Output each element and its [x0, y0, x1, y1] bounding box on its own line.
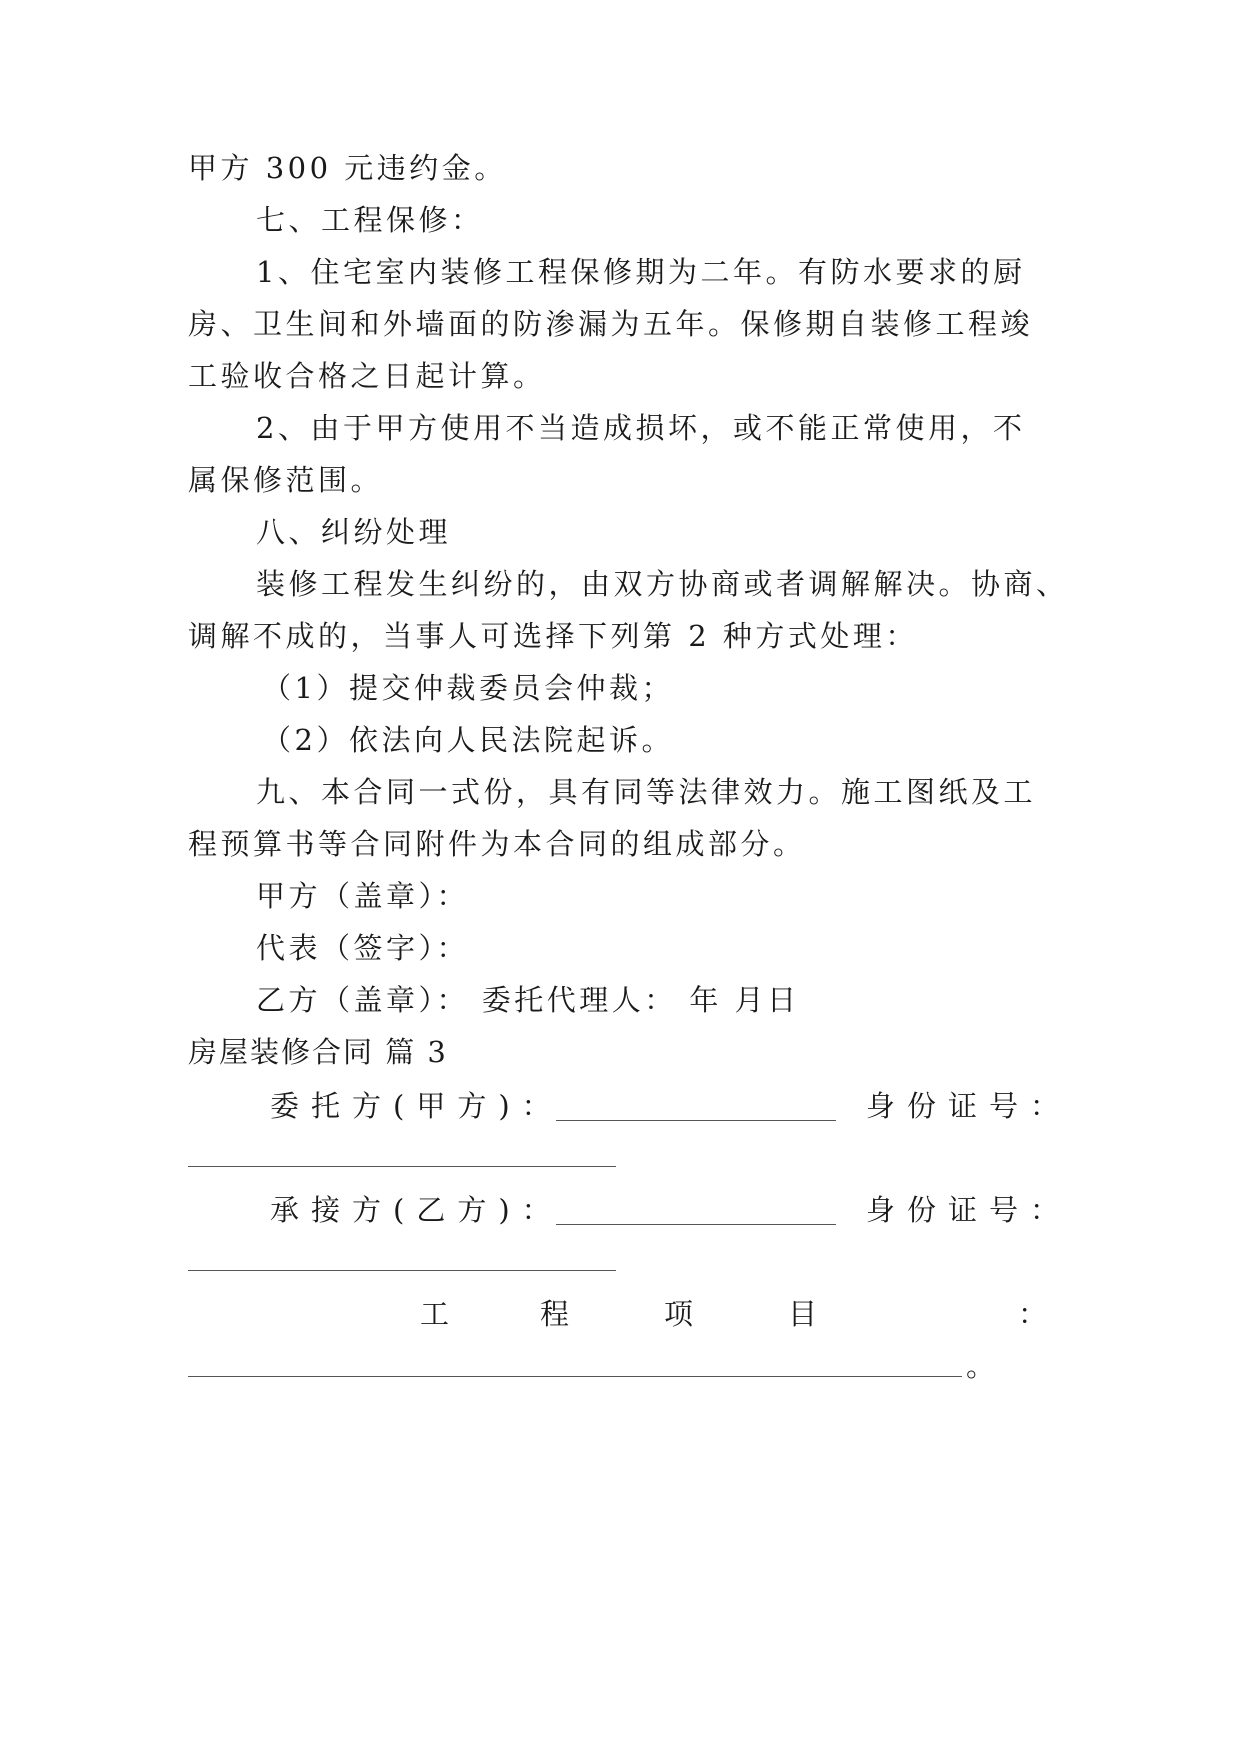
project-end-mark: 。 [966, 1349, 996, 1383]
representative-signature: 代表（签字）： [256, 931, 470, 965]
project-blank [188, 1376, 962, 1377]
party-a-seal: 甲方（盖章）： [256, 879, 470, 913]
paragraph-copies-line2: 程预算书等合同附件为本合同的组成部分。 [188, 827, 806, 861]
contractor-id-label: 身份证号： [866, 1193, 1072, 1227]
heading-warranty: 七、工程保修： [256, 203, 484, 237]
paragraph-warranty-1-line2: 房、卫生间和外墙面的防渗漏为五年。保修期自装修工程竣 [188, 307, 1034, 341]
project-char-1: 工 [420, 1297, 450, 1331]
client-label: 委托方(甲方)： [270, 1089, 563, 1123]
contractor-row [188, 1190, 1072, 1230]
contractor-name-blank [556, 1224, 836, 1225]
client-row [188, 1086, 1072, 1126]
project-colon: ： [1018, 1297, 1048, 1331]
paragraph-copies-line1: 九、本合同一式份，具有同等法律效力。施工图纸及工 [256, 775, 1037, 809]
heading-dispute: 八、纠纷处理 [256, 515, 452, 549]
paragraph-warranty-1-line1: 1、住宅室内装修工程保修期为二年。有防水要求的厨 [256, 255, 1026, 289]
project-char-3: 项 [664, 1297, 694, 1331]
project-char-4: 目 [788, 1297, 818, 1331]
contractor-label: 承接方(乙方)： [270, 1193, 563, 1227]
paragraph-warranty-2-line1: 2、由于甲方使用不当造成损坏，或不能正常使用，不 [256, 411, 1026, 445]
client-id-label: 身份证号： [866, 1089, 1072, 1123]
project-char-2: 程 [540, 1297, 570, 1331]
option-court: （2）依法向人民法院起诉。 [262, 723, 674, 757]
paragraph-warranty-1-line3: 工验收合格之日起计算。 [188, 359, 546, 393]
paragraph-dispute-line2: 调解不成的，当事人可选择下列第 2 种方式处理： [188, 619, 918, 653]
project-row [188, 1294, 1046, 1334]
client-name-blank [556, 1120, 836, 1121]
paragraph-penalty-end: 甲方 300 元违约金。 [188, 151, 507, 185]
paragraph-dispute-line1: 装修工程发生纠纷的，由双方协商或者调解解决。协商、 [256, 567, 1069, 601]
section-title: 房屋装修合同 篇 3 [188, 1035, 448, 1069]
client-id-blank [188, 1166, 616, 1167]
party-b-seal-line: 乙方（盖章）： 委托代理人： 年 月日 [256, 983, 800, 1017]
contractor-id-blank [188, 1270, 616, 1271]
option-arbitration: （1）提交仲裁委员会仲裁； [262, 671, 674, 705]
paragraph-warranty-2-line2: 属保修范围。 [188, 463, 384, 497]
